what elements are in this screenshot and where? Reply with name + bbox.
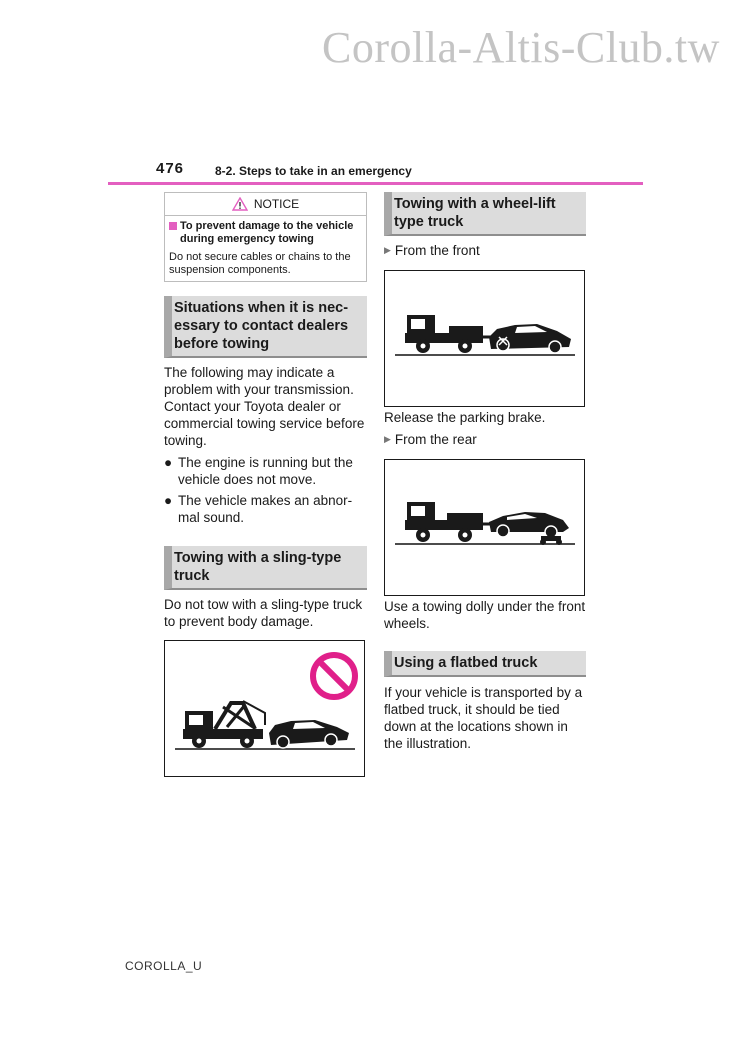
wheel-lift-front-illustration	[384, 270, 585, 407]
left-column	[164, 192, 367, 777]
subheading-text: From the rear	[394, 432, 477, 447]
heading-sling-type: Towing with a sling-type truck	[164, 546, 367, 590]
subheading-from-rear	[384, 431, 586, 448]
footer-model-code: COROLLA_U	[125, 959, 203, 973]
notice-title: NOTICE	[253, 197, 300, 211]
list-item-text: The vehicle makes an abnor-mal sound.	[178, 493, 353, 525]
right-column	[384, 192, 586, 752]
sling-truck-illustration	[164, 640, 365, 777]
prohibition-icon	[313, 655, 355, 697]
bullet-icon: ●	[164, 455, 173, 470]
heading-contact-dealers: Situations when it is nec-essary to contact dealers before towing	[164, 296, 367, 358]
heading-flatbed: Using a flatbed truck	[384, 651, 586, 677]
caption-parking-brake: Release the parking brake.	[384, 410, 546, 425]
wheel-lift-rear-illustration	[384, 459, 585, 596]
page-number: 476	[156, 160, 185, 177]
notice-body: Do not secure cables or chains to the suspension components.	[169, 251, 351, 276]
heading-wheel-lift: Towing with a wheel-lift type truck	[384, 192, 586, 236]
warning-triangle-icon	[232, 197, 248, 211]
triangle-right-icon: ▶	[384, 434, 391, 444]
subheading-text: From the front	[394, 243, 480, 258]
list-item	[164, 492, 367, 526]
watermark: Corolla-Altis-Club.tw	[322, 23, 720, 72]
notice-header	[165, 193, 366, 216]
header-rule	[108, 182, 643, 185]
caption-towing-dolly: Use a towing dolly under the front wheels.	[384, 599, 586, 631]
pink-square-icon	[169, 222, 177, 230]
triangle-right-icon: ▶	[384, 245, 391, 255]
paragraph-transmission: The following may indicate a problem with your transmission. Contact your Toyota dealer or commercial towing service before towing.	[164, 365, 365, 448]
notice-box	[164, 192, 367, 282]
paragraph-flatbed: If your vehicle is transported by a flatbed truck, it should be tied down at the locations shown in the illustration.	[384, 685, 583, 751]
notice-item-title: To prevent damage to the vehicle during emergency towing	[180, 220, 354, 245]
wheel-lift-front-drawing	[385, 271, 584, 406]
section-title: 8-2. Steps to take in an emergency	[215, 164, 412, 178]
list-item	[164, 454, 367, 488]
wheel-lift-rear-drawing	[385, 460, 584, 595]
paragraph-sling-type: Do not tow with a sling-type truck to prevent body damage.	[164, 597, 363, 629]
subheading-from-front	[384, 242, 586, 259]
bullet-icon: ●	[164, 493, 173, 508]
list-item-text: The engine is running but the vehicle does not move.	[178, 455, 353, 487]
sling-truck-drawing	[165, 641, 364, 776]
notice-item	[165, 216, 366, 246]
